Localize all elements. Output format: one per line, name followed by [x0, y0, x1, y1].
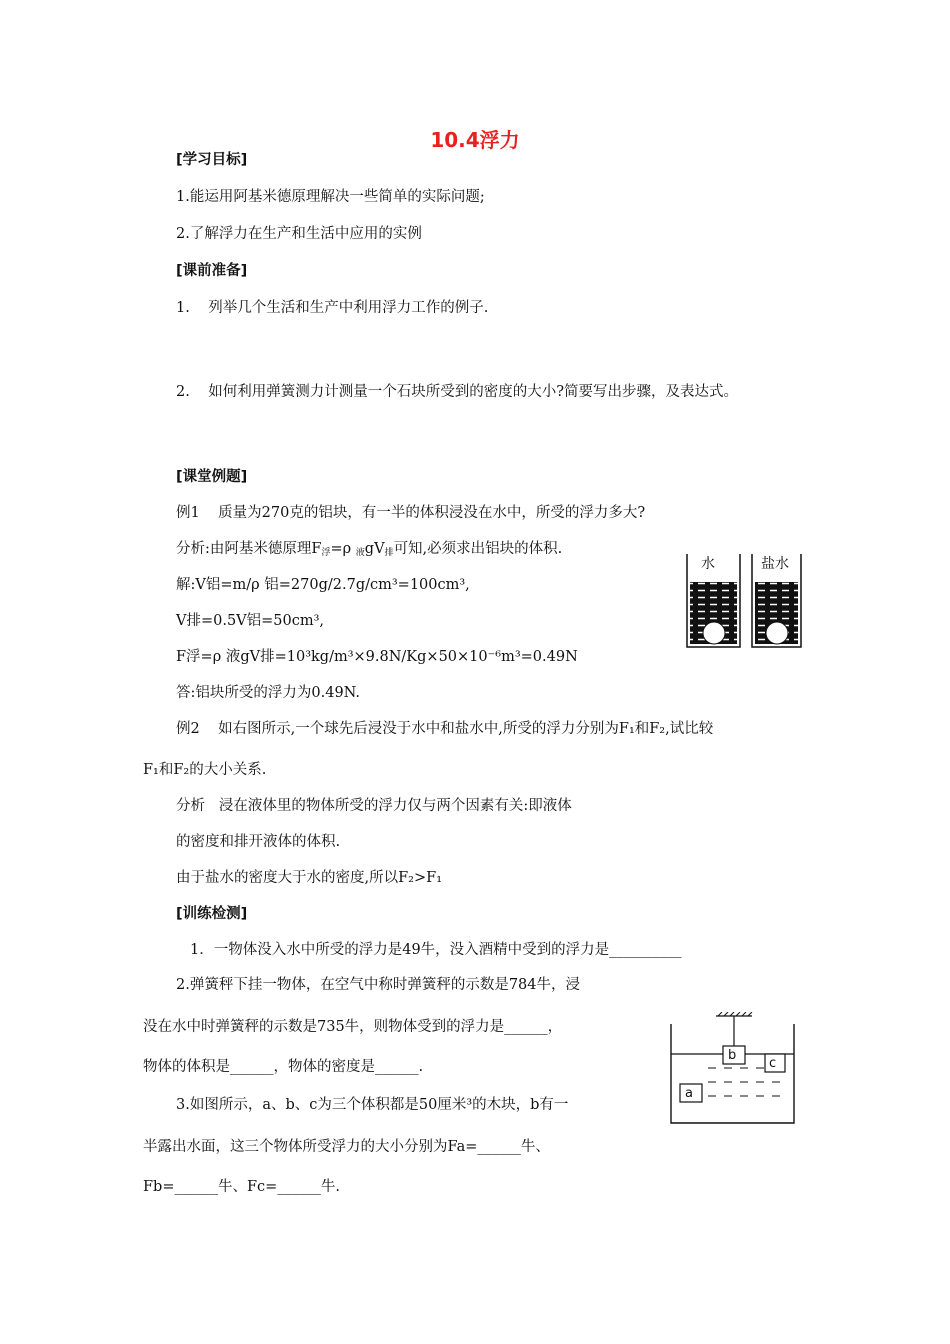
- analysis-sub-2: 液: [355, 548, 365, 558]
- practice-3-line-2: 半露出水面，这三个物体所受浮力的大小分别为Fa=______牛、: [143, 1139, 550, 1155]
- practice-2-line-3: 物体的体积是______，物体的密度是______.: [143, 1059, 424, 1075]
- example-1-solution-2: V排=0.5V铝=50cm³,: [176, 613, 325, 629]
- example-1-analysis: [176, 539, 562, 563]
- analysis-text-b: =ρ: [330, 541, 356, 557]
- example-1-solution-1: 解:V铝=m/ρ 铝=270g/2.7g/cm³=100cm³,: [176, 577, 470, 593]
- objective-item-1: 1.能运用阿基米德原理解决一些简单的实际问题;: [176, 189, 485, 205]
- ball-in-salt-water: [766, 622, 788, 644]
- label-c: c: [769, 1056, 777, 1071]
- examples-heading: [课堂例题]: [176, 469, 248, 485]
- practice-2-line-1: 2.弹簧秤下挂一物体，在空气中称时弹簧秤的示数是784牛，浸: [176, 977, 581, 993]
- practice-heading: [训练检测]: [176, 906, 248, 922]
- example-2-analysis-1: 分析 浸在液体里的物体所受的浮力仅与两个因素有关:即液体: [176, 798, 572, 814]
- example-1-solution-3: F浮=ρ 液gV排=10³kg/m³×9.8N/Kg×50×10⁻⁶m³=0.49N: [176, 649, 578, 665]
- practice-1: 1．一物体没入水中所受的浮力是49牛，没入酒精中受到的浮力是__________: [190, 942, 682, 958]
- page-title: 10.4浮力: [430, 128, 520, 152]
- label-a: a: [685, 1086, 693, 1101]
- label-salt-water: 盐水: [761, 556, 789, 572]
- analysis-text-d: 可知,必须求出铝块的体积.: [393, 541, 563, 557]
- example-2-line-2: F₁和F₂的大小关系.: [143, 762, 267, 778]
- analysis-sub-3: 排: [384, 548, 394, 558]
- practice-3-line-1: 3.如图所示，a、b、c为三个体积都是50厘米³的木块，b有一: [176, 1097, 569, 1113]
- preview-question-2: 2. 如何利用弹簧测力计测量一个石块所受到的密度的大小?简要写出步骤，及表达式。: [176, 384, 739, 400]
- example-2-line-1: 例2 如右图所示,一个球先后浸没于水中和盐水中,所受的浮力分别为F₁和F₂,试比较: [176, 721, 714, 737]
- objective-item-2: 2.了解浮力在生产和生活中应用的实例: [176, 226, 422, 242]
- analysis-text-c: gV: [364, 541, 385, 557]
- label-water: 水: [701, 556, 715, 572]
- example-2-analysis-2: 的密度和排开液体的体积.: [176, 834, 341, 850]
- example-1-answer: 答:铝块所受的浮力为0.49N.: [176, 685, 361, 701]
- analysis-text-a: 分析:由阿基米德原理F: [176, 541, 322, 557]
- example-1-question: 例1 质量为270克的铝块，有一半的体积浸没在水中，所受的浮力多大?: [176, 505, 646, 521]
- label-b: b: [728, 1048, 737, 1063]
- objectives-heading: [学习目标]: [176, 152, 248, 168]
- preview-heading: [课前准备]: [176, 263, 248, 279]
- example-2-analysis-3: 由于盐水的密度大于水的密度,所以F₂>F₁: [176, 870, 443, 886]
- ball-in-water: [703, 622, 725, 644]
- analysis-sub-1: 浮: [321, 548, 331, 558]
- practice-3-line-3: Fb=______牛、Fc=______牛.: [143, 1179, 340, 1195]
- preview-question-1: 1. 列举几个生活和生产中利用浮力工作的例子.: [176, 300, 489, 316]
- tank-figure: [668, 1012, 798, 1124]
- practice-2-line-2: 没在水中时弹簧秤的示数是735牛，则物体受到的浮力是______，: [143, 1019, 563, 1035]
